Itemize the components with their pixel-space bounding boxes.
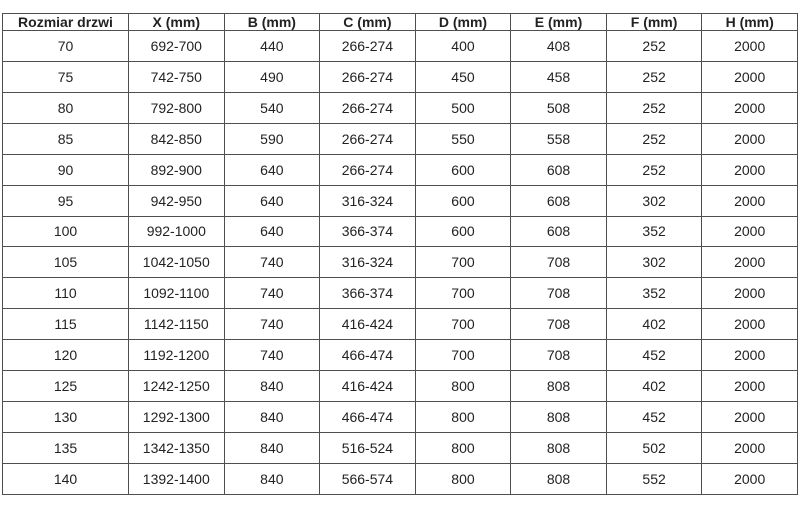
table-cell: 316-324 <box>320 247 416 278</box>
table-cell: 75 <box>3 61 129 92</box>
table-cell: 252 <box>606 92 702 123</box>
table-cell: 508 <box>511 92 607 123</box>
door-size-table-container <box>2 13 798 495</box>
table-cell: 2000 <box>702 371 798 402</box>
table-cell: 942-950 <box>129 185 225 216</box>
table-cell: 452 <box>606 340 702 371</box>
table-cell: 2000 <box>702 278 798 309</box>
table-body <box>3 31 798 495</box>
table-cell: 352 <box>606 216 702 247</box>
table-cell: 266-274 <box>320 123 416 154</box>
table-cell: 402 <box>606 371 702 402</box>
table-cell: 2000 <box>702 92 798 123</box>
table-cell: 590 <box>224 123 320 154</box>
table-cell: 516-524 <box>320 432 416 463</box>
table-cell: 366-374 <box>320 216 416 247</box>
table-cell: 458 <box>511 61 607 92</box>
table-cell: 302 <box>606 185 702 216</box>
table-cell: 600 <box>415 154 511 185</box>
table-cell: 892-900 <box>129 154 225 185</box>
table-cell: 566-574 <box>320 463 416 494</box>
table-cell: 130 <box>3 402 129 433</box>
table-cell: 2000 <box>702 185 798 216</box>
table-cell: 502 <box>606 432 702 463</box>
table-cell: 2000 <box>702 463 798 494</box>
table-cell: 1192-1200 <box>129 340 225 371</box>
table-cell: 808 <box>511 432 607 463</box>
table-row <box>3 185 798 216</box>
table-row <box>3 278 798 309</box>
table-cell: 316-324 <box>320 185 416 216</box>
table-cell: 366-374 <box>320 278 416 309</box>
table-row <box>3 31 798 62</box>
table-cell: 600 <box>415 185 511 216</box>
table-cell: 252 <box>606 154 702 185</box>
table-cell: 80 <box>3 92 129 123</box>
table-cell: 2000 <box>702 340 798 371</box>
table-cell: 95 <box>3 185 129 216</box>
table-row <box>3 309 798 340</box>
table-cell: 1392-1400 <box>129 463 225 494</box>
column-header: C (mm) <box>320 14 416 31</box>
table-cell: 840 <box>224 371 320 402</box>
table-cell: 252 <box>606 61 702 92</box>
table-cell: 1092-1100 <box>129 278 225 309</box>
table-cell: 692-700 <box>129 31 225 62</box>
table-row <box>3 61 798 92</box>
table-cell: 708 <box>511 340 607 371</box>
table-row <box>3 154 798 185</box>
table-cell: 2000 <box>702 123 798 154</box>
table-cell: 266-274 <box>320 92 416 123</box>
table-header-row <box>3 14 798 31</box>
table-cell: 2000 <box>702 31 798 62</box>
table-cell: 840 <box>224 432 320 463</box>
table-row <box>3 216 798 247</box>
table-cell: 808 <box>511 463 607 494</box>
table-cell: 140 <box>3 463 129 494</box>
table-cell: 1292-1300 <box>129 402 225 433</box>
table-cell: 90 <box>3 154 129 185</box>
table-cell: 840 <box>224 463 320 494</box>
table-cell: 266-274 <box>320 31 416 62</box>
table-cell: 85 <box>3 123 129 154</box>
table-cell: 2000 <box>702 402 798 433</box>
table-cell: 700 <box>415 309 511 340</box>
table-cell: 800 <box>415 463 511 494</box>
table-cell: 352 <box>606 278 702 309</box>
table-cell: 1142-1150 <box>129 309 225 340</box>
table-row <box>3 247 798 278</box>
table-cell: 600 <box>415 216 511 247</box>
table-cell: 608 <box>511 185 607 216</box>
table-cell: 840 <box>224 402 320 433</box>
table-cell: 2000 <box>702 247 798 278</box>
table-cell: 408 <box>511 31 607 62</box>
table-cell: 1342-1350 <box>129 432 225 463</box>
table-cell: 992-1000 <box>129 216 225 247</box>
table-cell: 608 <box>511 154 607 185</box>
table-cell: 800 <box>415 402 511 433</box>
table-cell: 2000 <box>702 154 798 185</box>
table-cell: 540 <box>224 92 320 123</box>
table-cell: 70 <box>3 31 129 62</box>
table-cell: 800 <box>415 432 511 463</box>
column-header: F (mm) <box>606 14 702 31</box>
table-cell: 742-750 <box>129 61 225 92</box>
table-cell: 2000 <box>702 216 798 247</box>
table-cell: 252 <box>606 31 702 62</box>
table-head <box>3 14 798 31</box>
table-row <box>3 463 798 494</box>
column-header: H (mm) <box>702 14 798 31</box>
table-cell: 302 <box>606 247 702 278</box>
table-cell: 416-424 <box>320 309 416 340</box>
table-cell: 266-274 <box>320 154 416 185</box>
table-cell: 640 <box>224 154 320 185</box>
table-row <box>3 402 798 433</box>
table-cell: 640 <box>224 185 320 216</box>
table-cell: 100 <box>3 216 129 247</box>
table-cell: 105 <box>3 247 129 278</box>
table-cell: 266-274 <box>320 61 416 92</box>
table-cell: 708 <box>511 278 607 309</box>
table-cell: 402 <box>606 309 702 340</box>
table-cell: 740 <box>224 309 320 340</box>
column-header: B (mm) <box>224 14 320 31</box>
table-cell: 125 <box>3 371 129 402</box>
table-cell: 115 <box>3 309 129 340</box>
table-cell: 416-424 <box>320 371 416 402</box>
table-cell: 640 <box>224 216 320 247</box>
table-cell: 2000 <box>702 432 798 463</box>
table-cell: 740 <box>224 340 320 371</box>
table-cell: 2000 <box>702 309 798 340</box>
table-row <box>3 123 798 154</box>
table-cell: 700 <box>415 278 511 309</box>
table-cell: 708 <box>511 309 607 340</box>
table-cell: 740 <box>224 247 320 278</box>
table-row <box>3 432 798 463</box>
table-cell: 490 <box>224 61 320 92</box>
table-cell: 808 <box>511 402 607 433</box>
table-cell: 2000 <box>702 61 798 92</box>
table-cell: 842-850 <box>129 123 225 154</box>
table-cell: 740 <box>224 278 320 309</box>
table-cell: 800 <box>415 371 511 402</box>
door-size-table <box>2 13 798 495</box>
table-cell: 700 <box>415 247 511 278</box>
table-cell: 552 <box>606 463 702 494</box>
table-row <box>3 340 798 371</box>
table-cell: 135 <box>3 432 129 463</box>
table-cell: 1042-1050 <box>129 247 225 278</box>
column-header: Rozmiar drzwi <box>3 14 129 31</box>
table-cell: 558 <box>511 123 607 154</box>
table-cell: 466-474 <box>320 402 416 433</box>
table-cell: 452 <box>606 402 702 433</box>
table-cell: 252 <box>606 123 702 154</box>
table-cell: 450 <box>415 61 511 92</box>
table-cell: 608 <box>511 216 607 247</box>
table-cell: 466-474 <box>320 340 416 371</box>
table-cell: 808 <box>511 371 607 402</box>
table-row <box>3 92 798 123</box>
table-row <box>3 371 798 402</box>
table-cell: 1242-1250 <box>129 371 225 402</box>
table-cell: 792-800 <box>129 92 225 123</box>
table-cell: 120 <box>3 340 129 371</box>
table-cell: 550 <box>415 123 511 154</box>
column-header: E (mm) <box>511 14 607 31</box>
column-header: X (mm) <box>129 14 225 31</box>
table-cell: 700 <box>415 340 511 371</box>
table-cell: 440 <box>224 31 320 62</box>
table-cell: 110 <box>3 278 129 309</box>
column-header: D (mm) <box>415 14 511 31</box>
table-cell: 400 <box>415 31 511 62</box>
table-cell: 500 <box>415 92 511 123</box>
table-cell: 708 <box>511 247 607 278</box>
